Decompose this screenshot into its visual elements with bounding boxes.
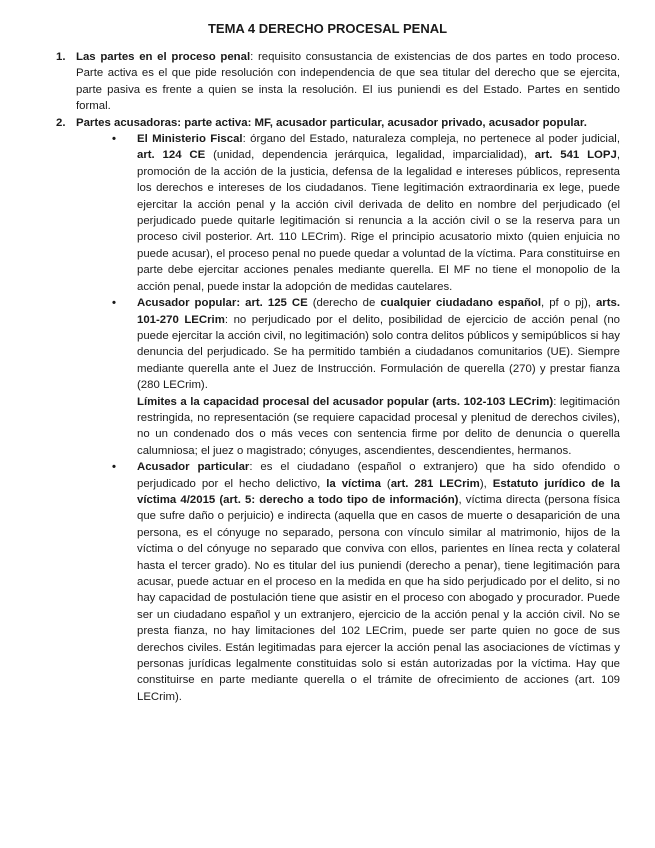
body-text: : legitimación restringida, no representación (se requiere capacidad procesal y plenitud de derechos civiles), no un condenado dos o más veces con sentencia firme por delito de denuncia o querella calumniosa; el juez o magistrado; cónyuges, ascendientes, descendientes, hermanos. xyxy=(137,395,621,457)
bullet-icon: • xyxy=(112,297,116,310)
bullet-acusador-particular xyxy=(112,459,620,705)
list-item-partes xyxy=(52,49,620,115)
body-text: , pf o pj), xyxy=(541,297,596,310)
bullet-icon: • xyxy=(112,133,116,146)
bold-text: Límites a la capacidad procesal del acusador popular (arts. 102-103 LECrim) xyxy=(137,395,554,408)
bullet-extra-paragraph xyxy=(137,394,620,460)
item-number: 1. xyxy=(56,51,66,63)
bold-text: arts. 101-270 LECrim xyxy=(137,297,620,326)
bullet-paragraph xyxy=(137,131,620,295)
bold-text: art. 124 CE xyxy=(137,149,206,162)
bold-text: la víctima xyxy=(326,477,381,490)
item-text: : requisito consustancia de existencias de dos partes en todo proceso. Parte activa es el que pide resolución con independencia de que sea titular del derecho que se ejercita, parte pasiva es frente a quien se insta la resolución. El ius puniendi es del Estado. Partes en sentido formal. xyxy=(76,51,621,113)
bold-text: Acusador particular xyxy=(137,461,250,474)
body-text: : no perjudicado por el delito, posibilidad de ejercicio de acción penal (no puede ejercitar la acción civil, no legitimación) solo contra delitos públicos y semipúblicos si hay denuncia del perjudicado. Se ha permitido también a ciudadanos comunitarios (UE). Siempre mediante querella ante el Juez de Instrucción. Formulación de querella (270) y prestar fianza (280 LECrim). xyxy=(137,313,620,392)
bold-text: El Ministerio Fiscal xyxy=(137,133,243,146)
body-text: ), xyxy=(479,477,493,490)
body-text: : órgano del Estado, naturaleza compleja, no pertenece al poder judicial, xyxy=(242,133,620,146)
item-heading: Partes acusadoras: parte activa: MF, acusador particular, acusador privado, acusador popular. xyxy=(76,116,587,129)
numbered-list xyxy=(52,49,620,705)
item-heading-paragraph xyxy=(76,115,620,131)
body-text: (unidad, dependencia jerárquica, legalidad, imparcialidad), xyxy=(205,149,535,162)
body-text: , promoción de la acción de la justicia, defensa de la legalidad e intereses públicos, representa los derechos e intereses de los ciudadanos. Tiene legitimación extraordinaria ex lege, puede ejercitar la acción penal y la acción civil derivada de delito en nombre del perjudicado (el perjudicado puede quitarle legitimación si renuncia a la acción civil o se la reserva para un proceso civil posterior. Art. 110 LECrim). Rige el principio acusatorio mixto (quien enjuicia no puede acusar), el proceso penal no puede quedar a voluntad de la víctima. Para constituirse en parte debe ejercitar acciones penales mediante querella. El MF no tiene el monopolio de la acción penal, puede instar la adopción de medidas cautelares. xyxy=(137,149,620,293)
bullet-ministerio-fiscal xyxy=(112,131,620,295)
bullet-icon: • xyxy=(112,461,116,474)
bold-text: Estatuto jurídico de la víctima 4/2015 (art. 5: derecho a todo tipo de información) xyxy=(137,477,621,506)
bullet-paragraph xyxy=(137,295,620,393)
bold-text: art. 541 LOPJ xyxy=(534,149,617,162)
body-text: : es el ciudadano (español o extranjero) que ha sido ofendido o perjudicado por el hecho delictivo, xyxy=(137,461,620,490)
bullet-acusador-popular xyxy=(112,295,620,459)
bullet-list xyxy=(76,131,620,705)
item-paragraph xyxy=(76,49,620,115)
body-text: (derecho de xyxy=(307,297,381,310)
item-number: 2. xyxy=(56,116,66,129)
document-title: TEMA 4 DERECHO PROCESAL PENAL xyxy=(207,21,448,36)
bold-text: art. 281 LECrim xyxy=(390,477,480,490)
bold-text: cualquier ciudadano español xyxy=(380,297,542,310)
body-text: , víctima directa (persona física que sufre daño o perjuicio) e indirecta (aquella que en casos de muerte o desaparición de una persona, es el cónyuge no separado, persona con vínculo similar al matrimonio, hijos de la víctima o del cónyuge no separado que conviva con ellos, parientes en línea recta y colateral hasta el tercer grado). No es titular del ius puniendi (derecho a penar), tiene legitimación para acusar, puede actuar en el proceso en la medida en que ha sido perjudicado por el delito, si no hay capacidad de postulación tiene que asistir en el proceso con abogado y procurador. Puede ser un ciudadano español y un extranjero, ejercicio de la acción penal y la acción civil. No se presta fianza, no hay limitaciones del 102 LECrim, puede ser parte quien no goce de sus derechos civiles. Están legitimadas para ejercer la acción penal las asociaciones de víctimas y personas jurídicas legalmente constituidas solo si están autorizadas por la víctima. Hay que constituirse en parte mediante querella o el trámite de ofrecimiento de acciones (art. 109 LECrim). xyxy=(137,493,620,703)
bullet-paragraph xyxy=(137,459,620,705)
body-text: ( xyxy=(380,477,391,490)
bold-text: Acusador popular: art. 125 CE xyxy=(137,297,308,310)
list-item-partes-acusadoras xyxy=(52,115,620,706)
item-heading: Las partes en el proceso penal xyxy=(76,51,251,63)
